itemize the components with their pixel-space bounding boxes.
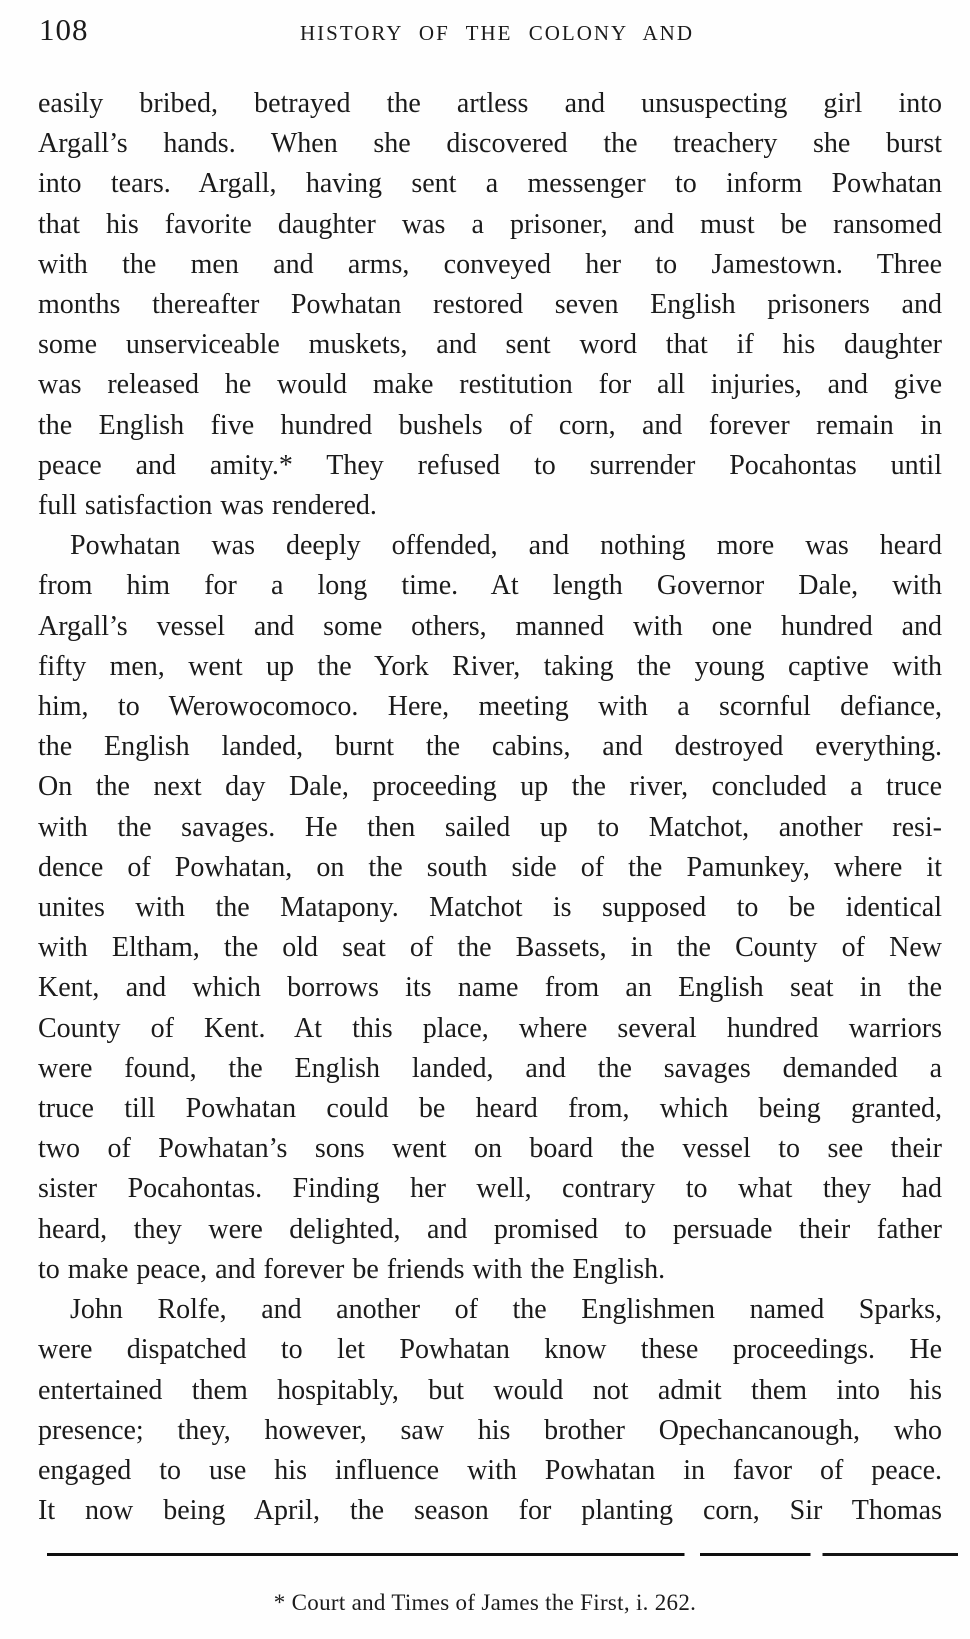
text-line: unites with the Matapony. Matchot is supposed to be identical xyxy=(38,892,942,924)
text-line: two of Powhatan’s sons went on board the vessel to see their xyxy=(38,1133,942,1165)
text-line: truce till Powhatan could be heard from, which being granted, xyxy=(38,1093,942,1125)
text-line: fifty men, went up the York River, taking the young captive with xyxy=(38,650,942,682)
paragraph xyxy=(38,84,942,526)
text-line: with Eltham, the old seat of the Bassets, in the County of New xyxy=(38,932,942,964)
text-line: him, to Werowocomoco. Here, meeting with a scornful defiance, xyxy=(38,691,942,723)
text-line: easily bribed, betrayed the artless and unsuspecting girl into xyxy=(38,88,942,119)
text-line: presence; they, however, saw his brother Opechancanough, who xyxy=(38,1414,942,1446)
text-line: sister Pocahontas. Finding her well, contrary to what they had xyxy=(38,1173,942,1205)
text-line: months thereafter Powhatan restored seven English prisoners and xyxy=(38,289,942,321)
text-line: was released he would make restitution for all injuries, and give xyxy=(38,369,942,401)
text-line: engaged to use his influence with Powhatan in favor of peace. xyxy=(38,1454,942,1486)
text-line: were dispatched to let Powhatan know these proceedings. He xyxy=(38,1334,942,1366)
text-line: with the men and arms, conveyed her to Jamestown. Three xyxy=(38,248,942,280)
page-number: 108 xyxy=(39,12,89,47)
text-line: Kent, and which borrows its name from an English seat in the xyxy=(38,972,942,1004)
footnote: * Court and Times of James the First, i. 262. xyxy=(273,1590,697,1615)
running-head: HISTORY OF THE COLONY AND xyxy=(299,21,695,45)
text-line: On the next day Dale, proceeding up the river, concluded a truce xyxy=(38,771,942,803)
text-line: dence of Powhatan, on the south side of the Pamunkey, where it xyxy=(38,851,942,883)
text-line: full satisfaction was rendered. xyxy=(38,490,377,522)
text-line: It now being April, the season for planting corn, Sir Thomas xyxy=(38,1495,942,1527)
text-line: Argall’s hands. When she discovered the treachery she burst xyxy=(38,128,942,160)
text-line: the English five hundred bushels of corn, and forever remain in xyxy=(38,409,942,441)
text-line: Powhatan was deeply offended, and nothing more was heard xyxy=(70,530,942,562)
text-line: peace and amity.* They refused to surrender Pocahontas until xyxy=(38,449,942,481)
text-column xyxy=(38,84,942,1531)
paragraph xyxy=(38,1290,942,1531)
footnote-rule xyxy=(47,1553,958,1556)
text-line: with the savages. He then sailed up to Matchot, another resi- xyxy=(38,811,942,843)
text-line: were found, the English landed, and the savages demanded a xyxy=(38,1052,942,1084)
text-line: from him for a long time. At length Governor Dale, with xyxy=(38,570,942,602)
text-line: to make peace, and forever be friends with the English. xyxy=(38,1253,666,1285)
text-line: into tears. Argall, having sent a messenger to inform Powhatan xyxy=(38,168,942,200)
text-line: some unserviceable muskets, and sent word that if his daughter xyxy=(38,329,942,361)
text-line: entertained them hospitably, but would not admit them into his xyxy=(38,1374,942,1406)
text-line: that his favorite daughter was a prisoner, and must be ransomed xyxy=(38,208,942,240)
text-line: the English landed, burnt the cabins, and destroyed everything. xyxy=(38,731,942,763)
paragraph xyxy=(38,526,942,1290)
text-line: John Rolfe, and another of the Englishmen named Sparks, xyxy=(70,1294,942,1326)
text-line: County of Kent. At this place, where several hundred warriors xyxy=(38,1012,942,1044)
text-line: Argall’s vessel and some others, manned with one hundred and xyxy=(38,610,942,642)
text-line: heard, they were delighted, and promised to persuade their father xyxy=(38,1213,942,1245)
